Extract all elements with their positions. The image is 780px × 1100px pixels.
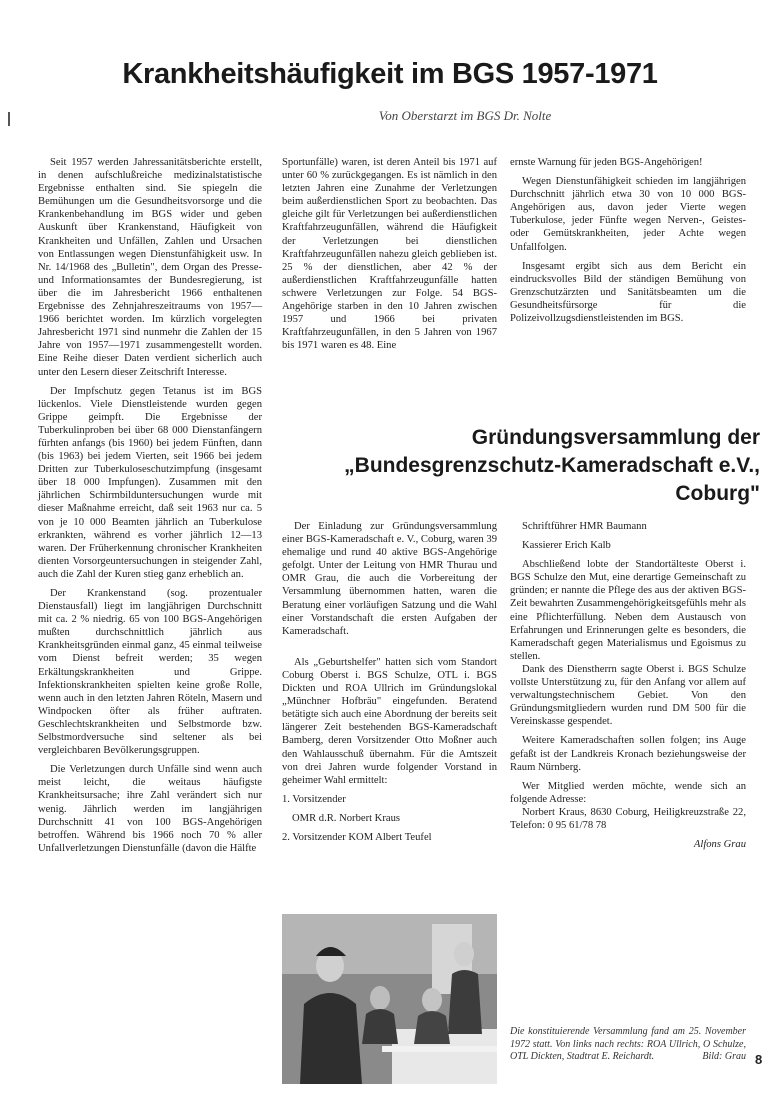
article1-column-1	[38, 156, 262, 861]
article2-title-line-1: Gründungsversammlung der	[471, 426, 760, 449]
paragraph: Sportunfälle) waren, ist deren Anteil bis 1971 auf unter 60 % zurückgegangen. Es ist nämlich in den letzten Jahren eine Zunahme der Verletzungen beim außerdienstlichen Sport zu beobachten. Das gleiche gilt für Verletzungen bei außerdienstlichen Kraftfahrzeugunfällen, während die Häufigkeit der Verletzungen bei dienstlichen Kraftfahrzeugunfällen nahezu gleich geblieben ist. 25 % der dienstlichen, aber 42 % der außerdienstlichen Kraftfahrzeugunfälle hatten schwere Verletzungen zur Folge. 54 BGS-Angehörige starben in den 10 Jahren zwischen 1957 und 1966 bei privaten Kraftfahrzeugunfällen, in den 5 Jahren von 1967 bis 1971 waren es 48. Eine	[282, 157, 497, 352]
officer-line: Schriftführer HMR Baumann	[522, 521, 647, 532]
paragraph: Abschließend lobte der Standortälteste Oberst i. BGS Schulze den Mut, eine derartige Gemeinschaft zu gründen; er nannte die Pflege des aus der aktiven BGS-Zeit bewahrten Zusammengehörigkeitsgefühls mehr als eine Pflichterfüllung. Neben dem Austausch von Erfahrungen und Erinnerungen gelte es besonders, die Kameradschaft gegen Materialismus und Egoismus zu stellen.	[510, 559, 746, 662]
article-title: Krankheitshäufigkeit im BGS 1957-1971	[122, 58, 658, 90]
article-byline: Von Oberstarzt im BGS Dr. Nolte	[378, 108, 552, 123]
paragraph: Der Impfschutz gegen Tetanus ist im BGS lückenlos. Viele Dienstleistende wurden gegen Grippe geimpft. Die Ergebnisse der Tuberkulinproben bei über 68 000 Dienstanfängern fürhten anfangs (bis 1960) bei jedem Fünften, dann (bis 1963) bei jedem Vierten, seit 1966 bei jedem Dritten zur Tuberkuloseschutzimpfung (insgesamt über 18 000 Impfungen). Zusammen mit den jährlichen Schirmbilduntersuchungen wurde mit dieser Maßnahme erreicht, daß seit 1963 nur ca. 5 von je 10 000 Beamten jährlich an Tuberkulose erkrankten, während es vorher jährlich 12—13 waren. Der Früherkennung chronischer Krankheiten dienten Vorsorgeuntersuchungen in steigender Zahl, auch die Zahl der Kuren stieg ganz erheblich an.	[38, 385, 262, 580]
paragraph: Die Verletzungen durch Unfälle sind wenn auch meist leicht, die weitaus häufigste Krankheitsursache; ihre Zahl verändert sich nur wenig. Jährlich werden im langjährigen Durchschnitt 41 von 100 BGS-Angehörigen betroffen. Während bis 1966 noch 70 % aller Unfallverletzungen Dienstunfälle (davon die Hälfte	[38, 764, 262, 854]
paragraph: Insgesamt ergibt sich aus dem Bericht ein eindrucksvolles Bild der ständigen Bemühung von Grenzschutzärzten und Sanitätsbeamten um die Gesundheitsfürsorge für die Polizeivollzugsdienstleistenden im BGS.	[510, 260, 746, 325]
board-list	[282, 793, 497, 844]
signature: Alfons Grau	[693, 839, 746, 851]
meeting-photo	[282, 914, 497, 1084]
list-item: 1. Vorsitzender	[282, 793, 346, 805]
article2-title-line-3: Coburg"	[675, 482, 760, 505]
photo-caption	[510, 1026, 746, 1064]
page-number: 8	[755, 1052, 763, 1067]
article2-column-1	[282, 520, 497, 850]
paragraph: Dank des Dienstherrn sagte Oberst i. BGS Schulze vollste Unterstützung zu, für den Anfang vor allem auf verwaltungstechnischem Gebiet. Von den Gründungsmitgliedern wurden rund DM 500 für die Vereinskasse gespendet.	[510, 663, 746, 728]
paragraph: Der Einladung zur Gründungsversammlung einer BGS-Kameradschaft e. V., Coburg, waren 39 ehemalige und rund 40 aktive BGS-Angehörige gefolgt. Unter der Leitung von HMR Thurau und OMR Grau, die auch die Vorbereitung der Versammlung übernommen hatten, waren die Beratung einer vorläufigen Satzung und die Wahl einer Vorstandschaft die ersten Aufgaben der Kameradschaft.	[282, 521, 497, 637]
paragraph: ernste Warnung für jeden BGS-Angehörigen!	[510, 157, 703, 168]
article1-column-3	[510, 156, 746, 331]
officer-line: Kassierer Erich Kalb	[522, 540, 611, 552]
meeting-photo-image	[282, 914, 497, 1084]
address: Norbert Kraus, 8630 Coburg, Heiligkreuzstraße 22, Telefon: 0 95 61/78 78	[510, 806, 746, 831]
article2-title	[282, 424, 760, 508]
paragraph: Seit 1957 werden Jahressanitätsberichte erstellt, in denen aufschlußreiche medizinalstatistische Ergebnisse enthalten sind. Sie spiegeln die Bemühungen um die Gesundheitsvorsorge und die Krankenbehandlung im BGS wider und geben Auskunft über Krankenstand, Häufigkeit von Krankheiten und Unfällen, Zahlen und Ursachen von Entlassungen wegen Dienstunfähigkeit usw. In Nr. 14/1968 des „Bulletin", dem Organ des Presse- und Informationsamtes der Bundesregierung, ist über die im Jahresbericht 1966 enthaltenen Ergebnisse des Zehnjahreszeitraums von 1957—1966 berichtet worden. Im kürzlich vorgelegten Jahresbericht 1971 sind nunmehr die Zahlen der 15 Jahre von 1957—1971 zusammengestellt worden. Eine Reihe dieser Daten verdient sicherlich auch unter den Lesern dieser Zeitschrift Interesse.	[38, 157, 262, 378]
photo-credit: Bild: Grau	[702, 1051, 746, 1063]
article2-column-2	[510, 520, 746, 857]
article2-title-line-2: „Bundesgrenzschutz-Kameradschaft e.V.,	[344, 454, 760, 477]
paragraph: Wer Mitglied werden möchte, wende sich an folgende Adresse:	[510, 780, 746, 805]
paragraph: Weitere Kameradschaften sollen folgen; ins Auge gefaßt ist der Landkreis Kronach beziehungsweise der Raum Nürnberg.	[510, 735, 746, 773]
paragraph: Wegen Dienstunfähigkeit schieden im langjährigen Durchschnitt jährlich etwa 30 von 10 000 BGS-Angehörigen aus, davon jeder Vierte wegen Tuberkulose, jeder Fünfte wegen Nerven-, Geistes- oder Gemütskrankheiten, jeder Achte wegen Unfallfolgen.	[510, 176, 746, 253]
article1-column-2	[282, 156, 497, 358]
list-item: OMR d.R. Norbert Kraus	[292, 812, 400, 824]
paragraph: Als „Geburtshelfer" hatten sich vom Standort Coburg Oberst i. BGS Schulze, OTL i. BGS Dickten und ROA Ullrich im Gründungslokal „Münchner Hofbräu" eingefunden. Beratend betätigte sich auch eine Abordnung der bereits seit längerer Zeit bestehenden BGS-Kameradschaft Bamberg, deren Vorsitzender Otto Moßner auch den Wahlausschuß übernahm. Für die Amtszeit von drei Jahren wurde folgender Vorstand in geheimer Wahl ermittelt:	[282, 656, 497, 786]
caption-text: Die konstituierende Versammlung fand am 25. November 1972 statt. Von links nach rechts: ROA Ullrich, O Schulze, OTL Dickten, Stadtrat E. Reichardt.	[510, 1026, 746, 1063]
list-item: 2. Vorsitzender KOM Albert Teufel	[282, 831, 432, 843]
paragraph: Der Krankenstand (sog. prozentualer Dienstausfall) liegt im langjährigen Durchschnitt mit ca. 2 % niedrig. 65 von 100 BGS-Angehörigen mußten durchschnittlich jährlich aus Krankheitsgründen einmal ganz, 45 einmal teilweise vom Dienst befreit werden; 35 wegen Erkältungskrankheiten und Grippe. Infektionskrankheiten spielten keine große Rolle, wenn auch in den letzten Jahren Röteln, Masern und Windpocken öfter als früher auftraten. Geschlechtskrankheiten und Selbstmorde bzw. Selbstmordversuche sind seltener als bei vergleichbaren Bevölkerungsgruppen.	[38, 588, 262, 757]
